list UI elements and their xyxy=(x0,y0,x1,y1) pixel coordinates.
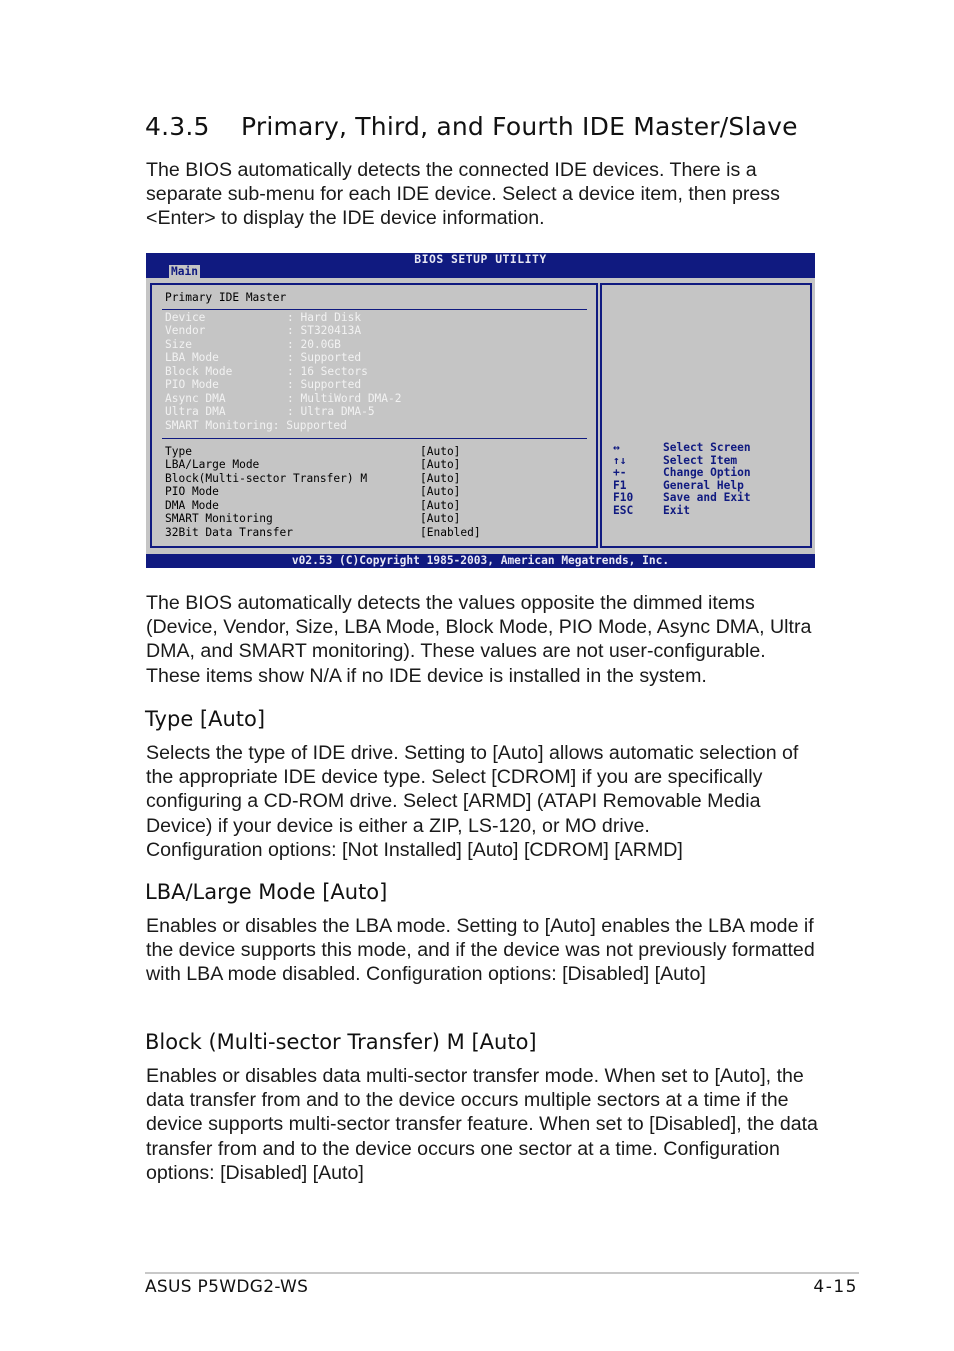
bios-device-info xyxy=(165,311,402,432)
footer-page-number: 4-15 xyxy=(813,1277,858,1297)
help-row: F1 General Help xyxy=(613,478,744,492)
setting-block-mode[interactable]: Block(Multi-sector Transfer) M [Auto] xyxy=(165,471,461,485)
f10-key: F10 xyxy=(613,491,634,505)
bios-key-help xyxy=(613,441,751,517)
bios-tab-main[interactable]: Main xyxy=(171,265,198,278)
bios-panel-heading: Primary IDE Master xyxy=(165,291,287,304)
bios-settings xyxy=(165,445,481,539)
setting-32bit-transfer[interactable]: 32Bit Data Transfer [Enabled] xyxy=(165,525,481,539)
setting-pio-mode[interactable]: PIO Mode [Auto] xyxy=(165,485,461,499)
info-row: Vendor : ST320413A xyxy=(165,324,362,338)
help-row: ↑↓ Select Item xyxy=(613,453,738,467)
plus-minus-key: +- xyxy=(613,466,627,480)
info-row: Device : Hard Disk xyxy=(165,311,362,324)
block-heading: Block (Multi-sector Transfer) M [Auto] xyxy=(145,1030,537,1054)
intro-paragraph: The BIOS automatically detects the connected IDE devices. There is a separate sub-menu for each IDE device. Select a device item, then press <Enter> to display the IDE device information. xyxy=(146,159,780,230)
section-title: Primary, Third, and Fourth IDE Master/Slave xyxy=(241,112,798,141)
f1-key: F1 xyxy=(613,478,627,492)
info-row: LBA Mode : Supported xyxy=(165,351,362,365)
bios-copyright-bar: v02.53 (C)Copyright 1985-2003, American Megatrends, Inc. xyxy=(146,554,815,568)
setting-type[interactable]: Type [Auto] xyxy=(165,445,461,458)
bios-divider xyxy=(162,438,587,439)
footer-product: ASUS P5WDG2-WS xyxy=(145,1277,309,1297)
info-row-smart: SMART Monitoring: Supported xyxy=(165,418,347,432)
help-row: +- Change Option xyxy=(613,466,751,480)
lba-paragraph: Enables or disables the LBA mode. Setting to [Auto] enables the LBA mode if the device supports this mode, and if the device was not previously formatted with LBA mode disabled. Configuration options: [Disabled] [Auto] xyxy=(146,915,815,986)
help-row: F10 Save and Exit xyxy=(613,491,751,505)
block-paragraph: Enables or disables data multi-sector transfer mode. When set to [Auto], the data transfer from and to the device occurs multiple sectors at a time if the device supports multi-sector transfer feature. When set to [Disabled], the data transfer from and to the device occurs one sector at a time. Configuration options: [Disabled] [Auto] xyxy=(146,1065,818,1184)
type-paragraph: Selects the type of IDE drive. Setting to [Auto] allows automatic selection of the appropriate IDE device type. Select [CDROM] if you are specifically configuring a CD-ROM drive. Select [ARMD] (ATAPI Removable Media Device) if your device is either a ZIP, LS-120, or MO drive. xyxy=(146,742,799,837)
setting-lba-large-mode[interactable]: LBA/Large Mode [Auto] xyxy=(165,458,461,472)
bios-title: BIOS SETUP UTILITY xyxy=(414,252,547,266)
section-number: 4.3.5 xyxy=(145,112,210,141)
setting-dma-mode[interactable]: DMA Mode [Auto] xyxy=(165,498,461,512)
info-row: Size : 20.0GB xyxy=(165,337,341,351)
info-row: Block Mode : 16 Sectors xyxy=(165,364,368,378)
left-right-arrow-icon: ↔ xyxy=(613,441,620,454)
type-options: Configuration options: [Not Installed] [Auto] [CDROM] [ARMD] xyxy=(146,839,683,861)
info-row: Async DMA : MultiWord DMA-2 xyxy=(165,391,402,405)
bios-screenshot xyxy=(146,253,815,568)
section-heading xyxy=(145,112,798,141)
lba-heading: LBA/Large Mode [Auto] xyxy=(145,880,388,904)
footer-rule xyxy=(145,1272,859,1274)
after-bios-paragraph: The BIOS automatically detects the values opposite the dimmed items (Device, Vendor, Size, LBA Mode, Block Mode, PIO Mode, Async DMA, Ultra DMA, and SMART monitoring). These values are not user-configurable. These items show N/A if no IDE device is installed in the system. xyxy=(146,592,812,687)
help-row: ↔ Select Screen xyxy=(613,441,751,454)
type-heading: Type [Auto] xyxy=(145,707,266,731)
up-down-arrow-icon: ↑↓ xyxy=(613,453,627,467)
info-row: Ultra DMA : Ultra DMA-5 xyxy=(165,405,375,419)
help-row: ESC Exit xyxy=(613,503,690,517)
bios-divider xyxy=(162,309,587,310)
esc-key: ESC xyxy=(613,503,634,517)
setting-smart-monitoring[interactable]: SMART Monitoring [Auto] xyxy=(165,512,461,526)
info-row: PIO Mode : Supported xyxy=(165,378,362,392)
